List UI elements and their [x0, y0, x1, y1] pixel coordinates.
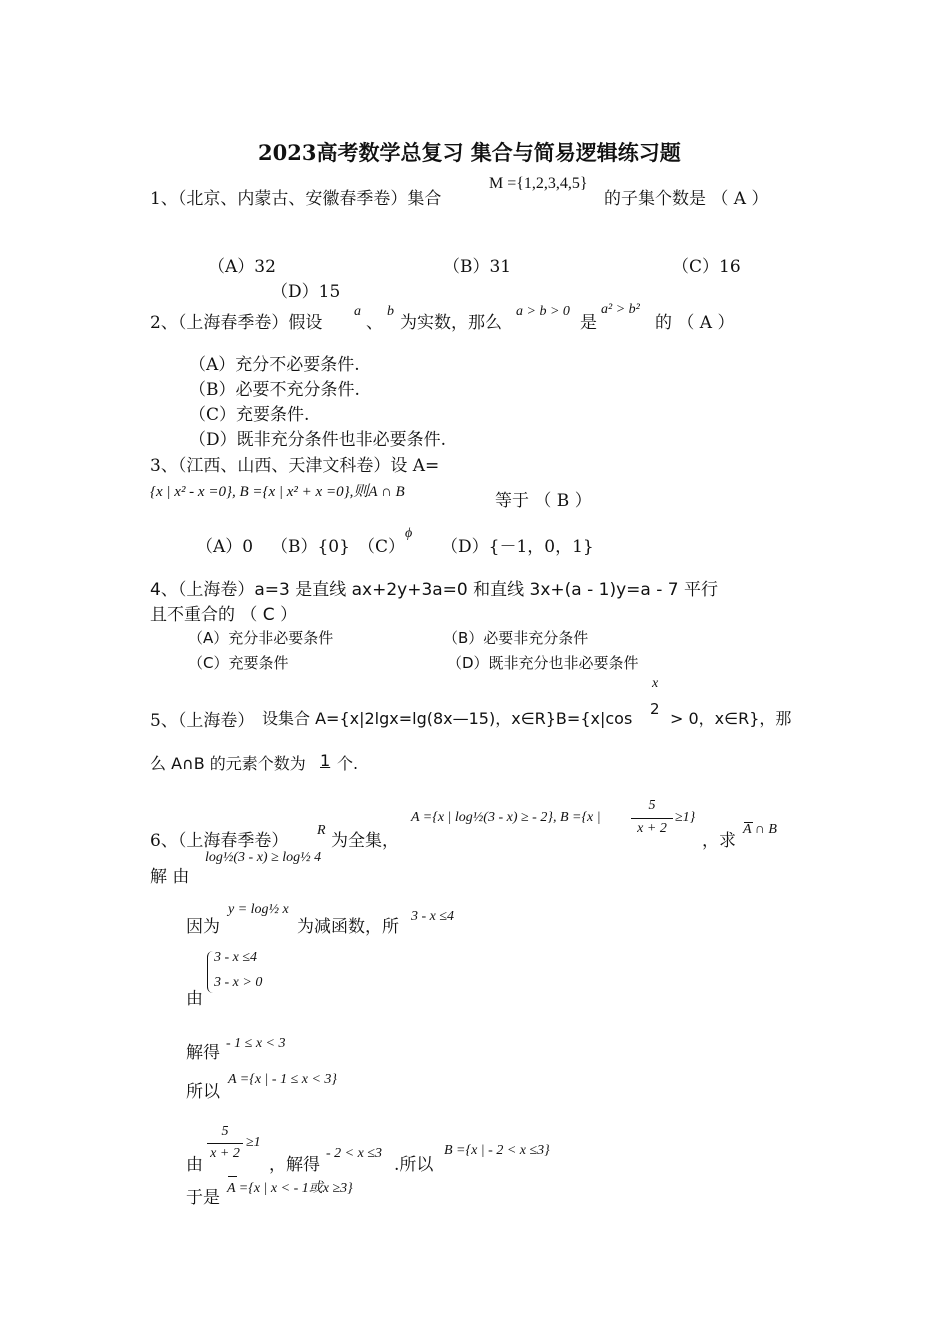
q6-text-2: ，求: [702, 831, 736, 851]
q5-line-2a: 么 A∩B 的元素个数为: [150, 754, 306, 773]
q3-set-math: {x | x² - x =0}, B ={x | x² + x =0},则A ∩ B: [150, 484, 405, 500]
q2-text-3: 是: [580, 313, 597, 333]
q6-frac-denominator: x + 2: [637, 821, 667, 836]
q6-solution-label: 解 由: [150, 867, 190, 887]
q6-frac-numerator: 5: [648, 798, 656, 813]
q1-prefix: 1、（北京、内蒙古、安徽春季卷）集合: [150, 189, 442, 209]
q3-option-b: （B）{0}: [271, 537, 350, 557]
q6-complement-a: A ={x | x < - 1或x ≥3}: [227, 1181, 353, 1196]
q6-frac2-numerator: 5: [221, 1124, 229, 1139]
q2-condition-2: a² > b²: [601, 302, 640, 317]
q5-text: 设集合 A={x|2lgx=lg(8x—15)，x∈R}B={x|cos: [262, 709, 633, 728]
q6-by-2: 由: [186, 1155, 203, 1175]
q2-text-2: 为实数，那么: [400, 313, 502, 333]
q2-var-b: b: [387, 304, 394, 319]
q5-prefix: 5、（上海卷）: [150, 711, 255, 731]
q6-system-line-1: 3 - x ≤4: [214, 950, 258, 965]
q1-option-c: （C）16: [672, 257, 741, 277]
q6-prefix: 6、（上海春季卷）: [150, 831, 289, 851]
q6-frac2-denominator: x + 2: [210, 1146, 240, 1161]
q1-option-a: （A）32: [208, 257, 276, 277]
q2-condition-1: a > b > 0: [516, 304, 570, 319]
q2-text-4: 的 （ A ）: [655, 313, 735, 333]
q2-var-a: a: [354, 304, 361, 319]
q1-set-math: M ={1,2,3,4,5}: [489, 175, 588, 192]
q6-range-1: - 1 ≤ x < 3: [226, 1036, 286, 1051]
q5-line-2b: 个.: [337, 754, 359, 773]
q3-option-d: （D）{－1，0，1}: [441, 537, 594, 557]
q6-because: 因为: [186, 917, 220, 937]
q3-suffix: 等于 （ B ）: [495, 491, 592, 511]
q6-system-line-2: 3 - x > 0: [214, 975, 263, 990]
page-title: 2023高考数学总复习 集合与简易逻辑练习题: [258, 140, 681, 165]
q5-answer: 1: [320, 751, 331, 770]
q6-text-1: 为全集，: [331, 831, 399, 851]
q2-sep: 、: [366, 313, 383, 333]
q1-suffix: 的子集个数是 （ A ）: [604, 189, 769, 209]
q6-solve-2: ，解得: [269, 1155, 320, 1175]
q2-option-c: （C）充要条件.: [189, 405, 310, 425]
q5-frac-numerator: x: [652, 676, 659, 691]
q4-option-d: （D）既非充分也非必要条件: [447, 654, 639, 672]
q6-frac-bar: [631, 818, 673, 819]
q6-so-2: .所以: [394, 1155, 434, 1175]
q6-function: y = log½ x: [228, 902, 289, 917]
q3-option-c: （C）: [358, 537, 406, 557]
q6-by: 由: [186, 989, 203, 1009]
q4-option-b: （B）必要非充分条件: [443, 629, 589, 647]
q4-line-2: 且不重合的 （ C ）: [150, 605, 298, 625]
q6-ge1: ≥1}: [675, 810, 696, 825]
q1-option-d: （D）15: [271, 282, 341, 302]
q6-decreasing: 为减函数，所: [297, 917, 399, 937]
q6-so: 所以: [186, 1082, 220, 1102]
q4-option-c: （C）充要条件: [188, 654, 289, 672]
q3-line-1: 3、（江西、山西、天津文科卷）设 A=: [150, 456, 440, 476]
q3-option-a: （A）0: [196, 537, 254, 557]
q1-option-b: （B）31: [443, 257, 512, 277]
q6-system-brace: [207, 951, 214, 993]
q6-set-b-result: B ={x | - 2 < x ≤3}: [444, 1143, 550, 1158]
q6-set-a-def: A ={x | log½(3 - x) ≥ - 2}, B ={x |: [411, 810, 601, 825]
q2-option-b: （B）必要不充分条件.: [189, 380, 360, 400]
q6-solution-step-1: log½(3 - x) ≥ log½ 4: [205, 850, 322, 865]
q6-set-a-result: A ={x | - 1 ≤ x < 3}: [228, 1072, 338, 1087]
q6-target: A ∩ B: [743, 822, 777, 837]
q6-var-r: R: [317, 823, 326, 838]
q6-frac2-bar: [207, 1143, 243, 1144]
q3-option-c-symbol: ϕ: [405, 526, 413, 541]
q5-frac-denominator: 2: [650, 700, 660, 718]
q6-ge: ≥1: [246, 1135, 261, 1150]
q6-solve: 解得: [186, 1043, 220, 1063]
q5-text-2: > 0，x∈R}，那: [670, 709, 792, 728]
q2-text-1: 2、（上海春季卷）假设: [150, 313, 323, 333]
q2-option-d: （D）既非充分条件也非必要条件.: [189, 430, 447, 450]
q4-line-1: 4、（上海卷）a=3 是直线 ax+2y+3a=0 和直线 3x+(a - 1)y=a - 7 平行: [150, 580, 718, 600]
q4-option-a: （A）充分非必要条件: [188, 629, 334, 647]
q6-then: 于是: [186, 1188, 220, 1208]
q6-range-2: - 2 < x ≤3: [326, 1146, 383, 1161]
q6-inequality-1: 3 - x ≤4: [411, 909, 455, 924]
q2-option-a: （A）充分不必要条件.: [189, 355, 360, 375]
